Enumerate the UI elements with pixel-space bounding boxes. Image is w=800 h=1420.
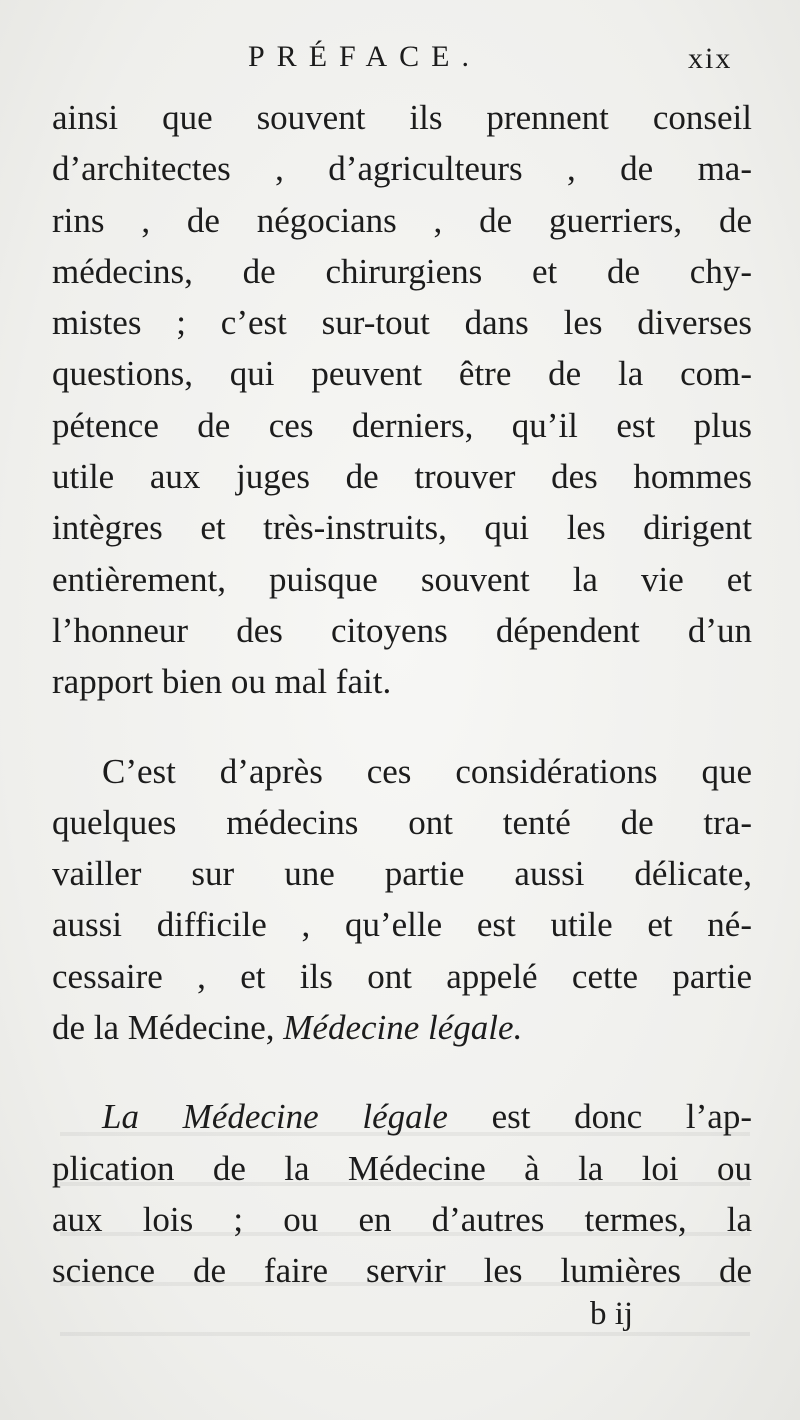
text-line: vailler sur une partie aussi délicate, xyxy=(52,854,752,894)
text-line: aux lois ; ou en d’autres termes, la xyxy=(52,1199,752,1239)
paragraph-gap xyxy=(52,708,752,746)
running-head xyxy=(0,40,800,80)
text-line: médecins, de chirurgiens et de chy- xyxy=(52,251,752,291)
text-line: aussi difficile , qu’elle est utile et né- xyxy=(52,905,752,945)
text-line: utile aux juges de trouver des hommes xyxy=(52,457,752,497)
signature-mark: b ij xyxy=(590,1296,634,1332)
text-line: ainsi que souvent ils prennent conseil xyxy=(52,98,752,137)
text-line: questions, qui peuvent être de la com- xyxy=(52,354,752,394)
paragraph-1 xyxy=(52,92,752,708)
text-line: entièrement, puisque souvent la vie et xyxy=(52,559,752,599)
text-line: mistes ; c’est sur-tout dans les diverses xyxy=(52,303,752,343)
text-line: pétence de ces derniers, qu’il est plus xyxy=(52,405,752,445)
running-title: PRÉFACE. xyxy=(248,40,481,73)
text-line: rins , de négocians , de guerriers, de xyxy=(52,200,752,240)
text-line: science de faire servir les lumières de xyxy=(52,1251,752,1291)
paragraph-3 xyxy=(52,1091,752,1296)
text-line: quelques médecins ont tenté de tra- xyxy=(52,802,752,842)
paragraph-2 xyxy=(52,746,752,1054)
italic-term: Médecine légale. xyxy=(283,1008,523,1048)
page-number: xix xyxy=(688,42,733,75)
text-line: l’honneur des citoyens dépendent d’un xyxy=(52,610,752,650)
text-line: intègres et très-instruits, qui les dirigent xyxy=(52,508,752,548)
body-text xyxy=(52,92,752,1297)
text-line: cessaire , et ils ont appelé cette partie xyxy=(52,956,752,996)
text-segment: de la Médecine, xyxy=(52,1008,284,1048)
paragraph-gap xyxy=(52,1053,752,1091)
text-line: d’architectes , d’agriculteurs , de ma- xyxy=(52,149,752,189)
text-line xyxy=(52,1091,752,1142)
text-segment: est donc l’ap- xyxy=(447,1097,752,1137)
text-line: plication de la Médecine à la loi ou xyxy=(52,1148,752,1188)
text-line: C’est d’après ces considérations que xyxy=(102,751,752,791)
text-line: rapport bien ou mal fait. xyxy=(52,662,392,702)
text-line xyxy=(52,1002,752,1053)
italic-term: La Médecine légale xyxy=(102,1097,448,1137)
